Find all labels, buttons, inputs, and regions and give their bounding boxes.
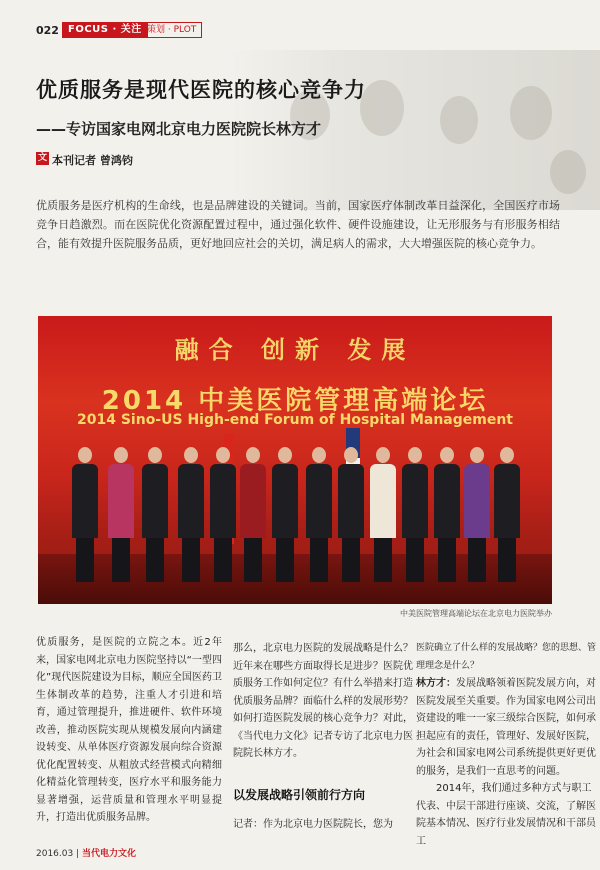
body-column-2: 那么，北京电力医院的发展战略是什么？近年来在哪些方面取得长足进步？医院优质服务工作如何定位？有什么举措来打造优质服务品牌？面临什么样的发展形势？如何打造医院发展的核心竞争力？对此，《当代电力文化》记者专访了北京电力医院院长林方才。	[233, 643, 413, 759]
person	[178, 447, 204, 582]
body-column-3	[416, 640, 600, 870]
speaker-label: 林方才：	[416, 678, 456, 689]
body-column-1: 优质服务，是医院的立院之本。近2年来，国家电网北京电力医院坚持以“一型四化”现代医院建设为目标，顺应全国医药卫生体制改革的趋势，注重人才引进和培育，通过管理提升，推进硬件、软件环境改善，推动医院实现从规模发展向内涵建设转变、从单体医疗资源发展向综合资源优化配置转变、从粗放式经营模式向精细化精益化管理转变，医疗水平和服务能力显著增强，运营质量和管理水平明显提升，打造出优质服务品牌。	[36, 637, 222, 823]
interview-question-continued: 医院确立了什么样的发展战略？您的思想、管理理念是什么？	[416, 643, 597, 671]
footer: 2016.03 | 当代电力文化	[36, 849, 136, 859]
byline-mark: 文	[37, 153, 47, 163]
person	[142, 447, 168, 582]
person	[494, 447, 520, 582]
photo-banner-english: 2014 Sino-US High-end Forum of Hospital Management	[77, 412, 513, 428]
person	[370, 447, 396, 582]
interview-question: 记者：作为北京电力医院院长，您为	[233, 819, 393, 830]
person	[434, 447, 460, 582]
page-number: 022	[36, 24, 59, 37]
person	[272, 447, 298, 582]
section-heading: 以发展战略引领前行方向	[233, 788, 366, 802]
issue-date: 2016.03	[36, 849, 74, 859]
answer-text: 发展战略领着医院发展方向，对医院发展至关重要。作为国家电网公司出资建设的唯一一家三级综合医院，如何承担起应有的责任，管理好、发展好医院，为社会和国家电网公司系统提供更好更优的服务，是我们一直思考的问题。	[416, 678, 596, 777]
person	[210, 447, 236, 582]
answer-paragraph-2: 2014年，我们通过多种方式与职工代表、中层干部进行座谈、交流，了解医院基本情况、医疗行业发展情况和干部员工	[416, 783, 596, 847]
magazine-name: 当代电力文化	[81, 849, 136, 859]
byline-author: 本刊记者 曾鸿钧	[52, 154, 133, 167]
photo-banner-chinese: 2014 中美医院管理高端论坛	[101, 386, 489, 416]
person	[240, 447, 266, 582]
person	[108, 447, 134, 582]
section-tag: 策划 · PLOT	[141, 22, 202, 38]
photo-caption: 中美医院管理高端论坛在北京电力医院举办	[400, 609, 552, 618]
person	[402, 447, 428, 582]
forum-group-photo	[38, 316, 552, 604]
article-title: 优质服务是现代医院的核心竞争力	[36, 78, 366, 102]
photo-slogan: 融合 创新 发展	[174, 335, 416, 364]
lead-paragraph: 优质服务是医疗机构的生命线，也是品牌建设的关键词。当前，国家医疗体制改革日益深化，全国医疗市场竞争日趋激烈。而在医院优化资源配置过程中，通过强化软件、硬件设施建设，让无形服务与有形服务相结合，能有效提升医院服务品质，更好地回应社会的关切，满足病人的需求，大大增强医院的核心竞争力。	[36, 199, 560, 250]
person	[306, 447, 332, 582]
article-subtitle: ——专访国家电网北京电力医院院长林方才	[36, 120, 322, 138]
person	[464, 447, 490, 582]
person	[338, 447, 364, 582]
focus-tag: FOCUS · 关注	[62, 22, 148, 38]
interview-answer	[416, 675, 600, 780]
byline	[36, 152, 133, 168]
person	[72, 447, 98, 582]
